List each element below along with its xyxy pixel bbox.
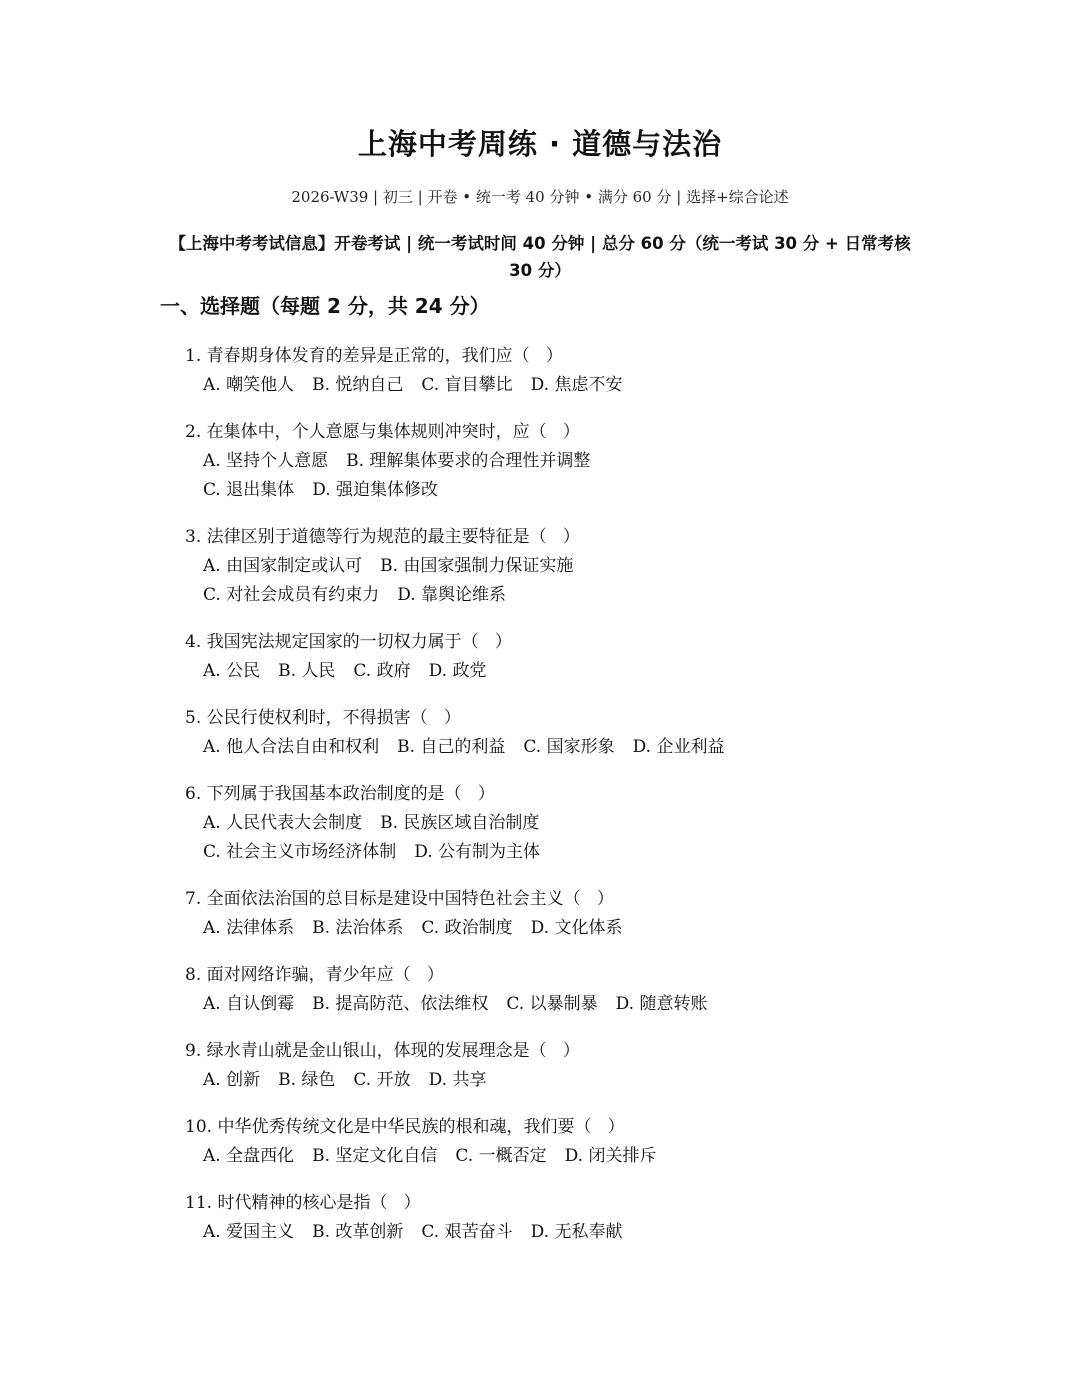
question-stem: 10. 中华优秀传统文化是中华民族的根和魂，我们要（ ） [185,1117,625,1137]
option-row [185,1066,985,1095]
option-row [185,1218,985,1247]
option: A. 他人合法自由和权利 [203,737,380,757]
option-row [185,1142,985,1171]
option-row [185,476,985,505]
option: C. 盲目攀比 [421,375,513,395]
option: C. 退出集体 [203,480,295,500]
question-stem: 4. 我国宪法规定国家的一切权力属于（ ） [185,632,512,652]
option-row [185,914,985,943]
option: A. 创新 [203,1070,261,1090]
option: B. 自己的利益 [397,737,506,757]
option: D. 政党 [428,661,487,681]
option: D. 靠舆论维系 [397,585,507,605]
option: B. 民族区域自治制度 [380,813,540,833]
option: C. 国家形象 [523,737,615,757]
question-stem: 6. 下列属于我国基本政治制度的是（ ） [185,784,495,804]
question-stem: 3. 法律区别于道德等行为规范的最主要特征是（ ） [185,527,580,547]
question-stem: 9. 绿水青山就是金山银山，体现的发展理念是（ ） [185,1041,580,1061]
question-5 [185,704,985,762]
option-row [185,809,985,838]
exam-meta: 2026-W39 | 初三 | 开卷 • 统一考 40 分钟 • 满分 60 分 | 选择+综合论述 [291,188,789,206]
option-row [185,838,985,867]
question-stem: 1. 青春期身体发育的差异是正常的，我们应（ ） [185,346,563,366]
option: B. 坚定文化自信 [312,1146,438,1166]
question-7 [185,885,985,943]
option: A. 爱国主义 [203,1222,295,1242]
option: C. 政治制度 [421,918,513,938]
option: A. 全盘西化 [203,1146,295,1166]
option: B. 理解集体要求的合理性并调整 [346,451,591,471]
question-1 [185,342,985,400]
option: C. 以暴制暴 [506,994,598,1014]
option: D. 企业利益 [632,737,725,757]
question-3 [185,523,985,610]
page-title: 上海中考周练 · 道德与法治 [357,127,723,161]
option-row [185,990,985,1019]
option: C. 艰苦奋斗 [421,1222,513,1242]
option: C. 开放 [353,1070,411,1090]
question-8 [185,961,985,1019]
option: A. 坚持个人意愿 [203,451,329,471]
option: A. 由国家制定或认可 [203,556,363,576]
question-10 [185,1113,985,1171]
question-list [185,342,985,1265]
option: A. 法律体系 [203,918,295,938]
option: B. 提高防范、依法维权 [312,994,489,1014]
question-9 [185,1037,985,1095]
option: D. 无私奉献 [530,1222,623,1242]
option: A. 自认倒霉 [203,994,295,1014]
option: D. 闭关排斥 [564,1146,657,1166]
option: B. 绿色 [278,1070,336,1090]
option: C. 一概否定 [455,1146,547,1166]
option: A. 人民代表大会制度 [203,813,363,833]
option: B. 悦纳自己 [312,375,404,395]
option: D. 公有制为主体 [414,842,541,862]
question-stem: 11. 时代精神的核心是指（ ） [185,1193,421,1213]
option: C. 社会主义市场经济体制 [203,842,397,862]
option: D. 随意转账 [615,994,708,1014]
option: D. 共享 [428,1070,487,1090]
question-2 [185,418,985,505]
option: D. 文化体系 [530,918,623,938]
question-6 [185,780,985,867]
question-stem: 8. 面对网络诈骗，青少年应（ ） [185,965,444,985]
question-stem: 2. 在集体中，个人意愿与集体规则冲突时，应（ ） [185,422,580,442]
section-title: 一、选择题（每题 2 分，共 24 分） [160,294,490,318]
option: B. 人民 [278,661,336,681]
option: C. 政府 [353,661,411,681]
option: B. 由国家强制力保证实施 [380,556,574,576]
question-stem: 7. 全面依法治国的总目标是建设中国特色社会主义（ ） [185,889,614,909]
option: B. 改革创新 [312,1222,404,1242]
option: A. 公民 [203,661,261,681]
option-row [185,447,985,476]
option: C. 对社会成员有约束力 [203,585,380,605]
option-row [185,657,985,686]
option-row [185,371,985,400]
question-4 [185,628,985,686]
exam-info: 【上海中考考试信息】开卷考试 | 统一考试时间 40 分钟 | 总分 60 分（统一考试 30 分 + 日常考核 30 分） [169,234,911,280]
question-11 [185,1189,985,1247]
option: A. 嘲笑他人 [203,375,295,395]
option: D. 焦虑不安 [530,375,623,395]
option-row [185,733,985,762]
option: B. 法治体系 [312,918,404,938]
option-row [185,552,985,581]
option: D. 强迫集体修改 [312,480,439,500]
question-stem: 5. 公民行使权利时，不得损害（ ） [185,708,461,728]
option-row [185,581,985,610]
